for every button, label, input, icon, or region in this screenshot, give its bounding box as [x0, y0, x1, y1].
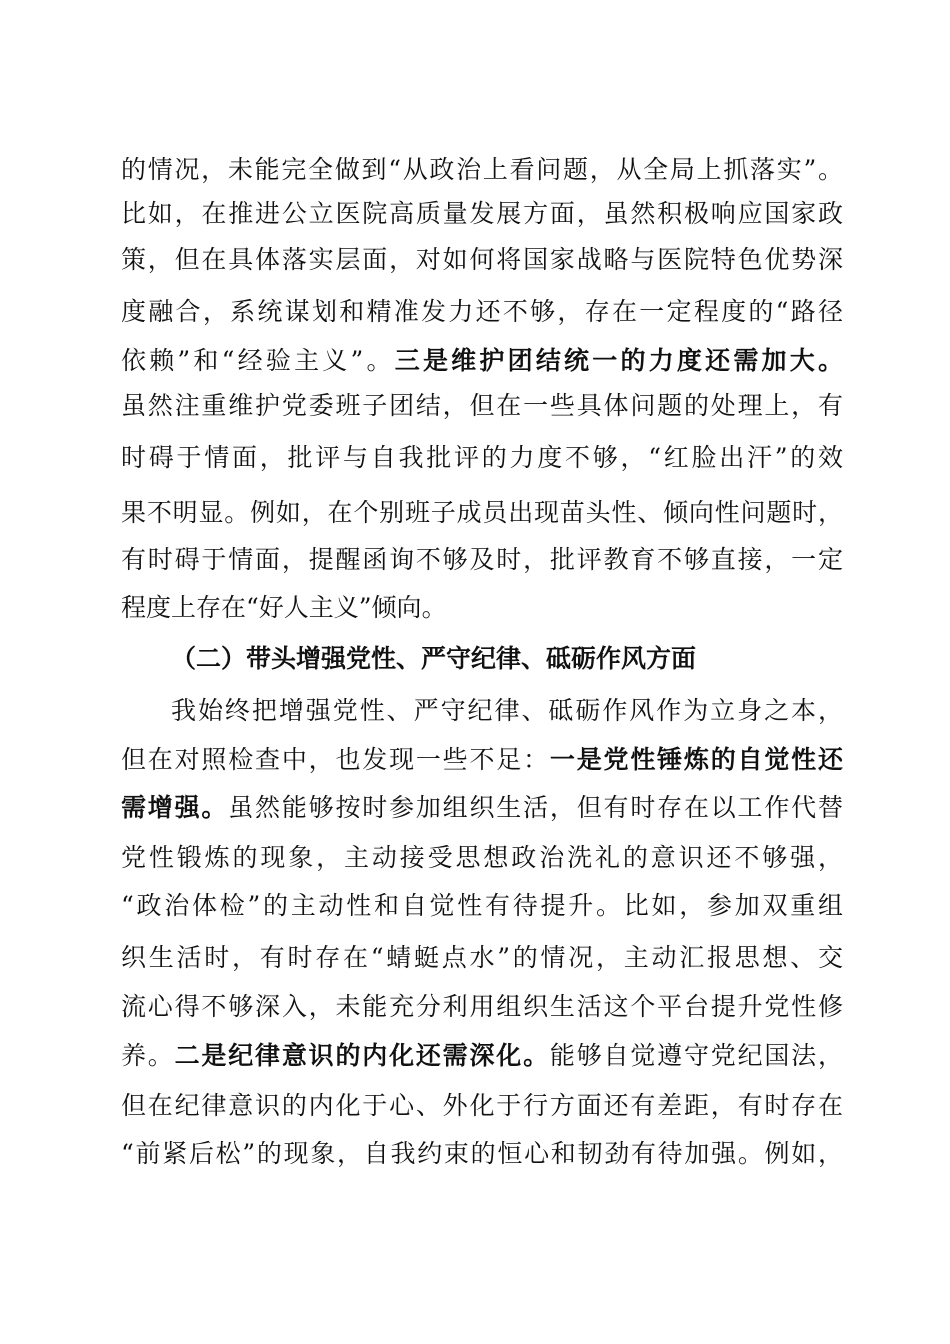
text-run: 但在纪律意识的内化于心、外化于行方面还有差距，有时存在	[121, 1091, 843, 1120]
paragraph-line	[121, 386, 843, 426]
paragraph-line	[121, 1036, 843, 1076]
text-run: 能够自觉遵守党纪国法，	[549, 1041, 843, 1070]
paragraph-line	[121, 540, 843, 580]
text-run: 程度上存在“好人主义”倾向。	[121, 593, 447, 622]
bold-text-run: 二是纪律意识的内化还需深化。	[174, 1041, 550, 1070]
text-run: 但在对照检查中，也发现一些不足：	[121, 745, 550, 774]
paragraph-line	[121, 194, 843, 234]
text-run: 养。	[121, 1041, 175, 1070]
text-run: 比如，在推进公立医院高质量发展方面，虽然积极响应国家政	[121, 199, 843, 228]
text-run: 策，但在具体落实层面，对如何将国家战略与医院特色优势深	[121, 245, 843, 274]
paragraph-line	[121, 292, 843, 332]
paragraph-line	[121, 341, 843, 381]
section-heading	[171, 639, 843, 679]
text-run: 时碍于情面，批评与自我批评的力度不够，“红脸出汗”的效	[121, 443, 843, 472]
paragraph-line	[121, 588, 843, 628]
text-run: 虽然能够按时参加组织生活，但有时存在以工作代替	[228, 793, 843, 822]
text-run: 有时碍于情面，提醒函询不够及时，批评教育不够直接，一定	[121, 545, 843, 574]
text-run: 流心得不够深入，未能充分利用组织生活这个平台提升党性修	[121, 992, 843, 1021]
text-run: 依赖”和“经验主义”。	[121, 346, 395, 375]
paragraph-line	[121, 938, 843, 978]
bold-text-run: 一是党性锤炼的自觉性还	[549, 745, 843, 774]
paragraph-line	[121, 493, 843, 533]
paragraph-line	[171, 691, 843, 731]
heading-text: （二）带头增强党性、严守纪律、砥砺作风方面	[171, 644, 697, 673]
paragraph-line	[121, 1134, 843, 1174]
text-run: 度融合，系统谋划和精准发力还不够，存在一定程度的“路径	[121, 297, 843, 326]
paragraph-line	[121, 740, 843, 780]
paragraph-line	[121, 1086, 843, 1126]
text-run: “前紧后松”的现象，自我约束的恒心和韧劲有待加强。例如，	[121, 1139, 843, 1168]
text-run: 织生活时，有时存在“蜻蜓点水”的情况，主动汇报思想、交	[121, 943, 843, 972]
text-run: 我始终把增强党性、严守纪律、砥砺作风作为立身之本，	[171, 696, 843, 725]
paragraph-line	[121, 987, 843, 1027]
text-run: 党性锻炼的现象，主动接受思想政治洗礼的意识还不够强，	[121, 843, 843, 872]
bold-text-run: 需增强。	[121, 793, 229, 822]
paragraph-line	[121, 438, 843, 478]
paragraph-line	[121, 150, 843, 190]
paragraph-line	[121, 838, 843, 878]
paragraph-line	[121, 886, 843, 926]
text-run: 果不明显。例如，在个别班子成员出现苗头性、倾向性问题时，	[121, 498, 843, 527]
paragraph-line	[121, 240, 843, 280]
text-run: 虽然注重维护党委班子团结，但在一些具体问题的处理上，有	[121, 391, 843, 420]
paragraph-line	[121, 788, 843, 828]
bold-text-run: 三是维护团结统一的力度还需加大。	[394, 346, 843, 375]
text-run: “政治体检”的主动性和自觉性有待提升。比如，参加双重组	[121, 891, 843, 920]
text-run: 的情况，未能完全做到“从政治上看问题，从全局上抓落实”。	[121, 155, 843, 184]
